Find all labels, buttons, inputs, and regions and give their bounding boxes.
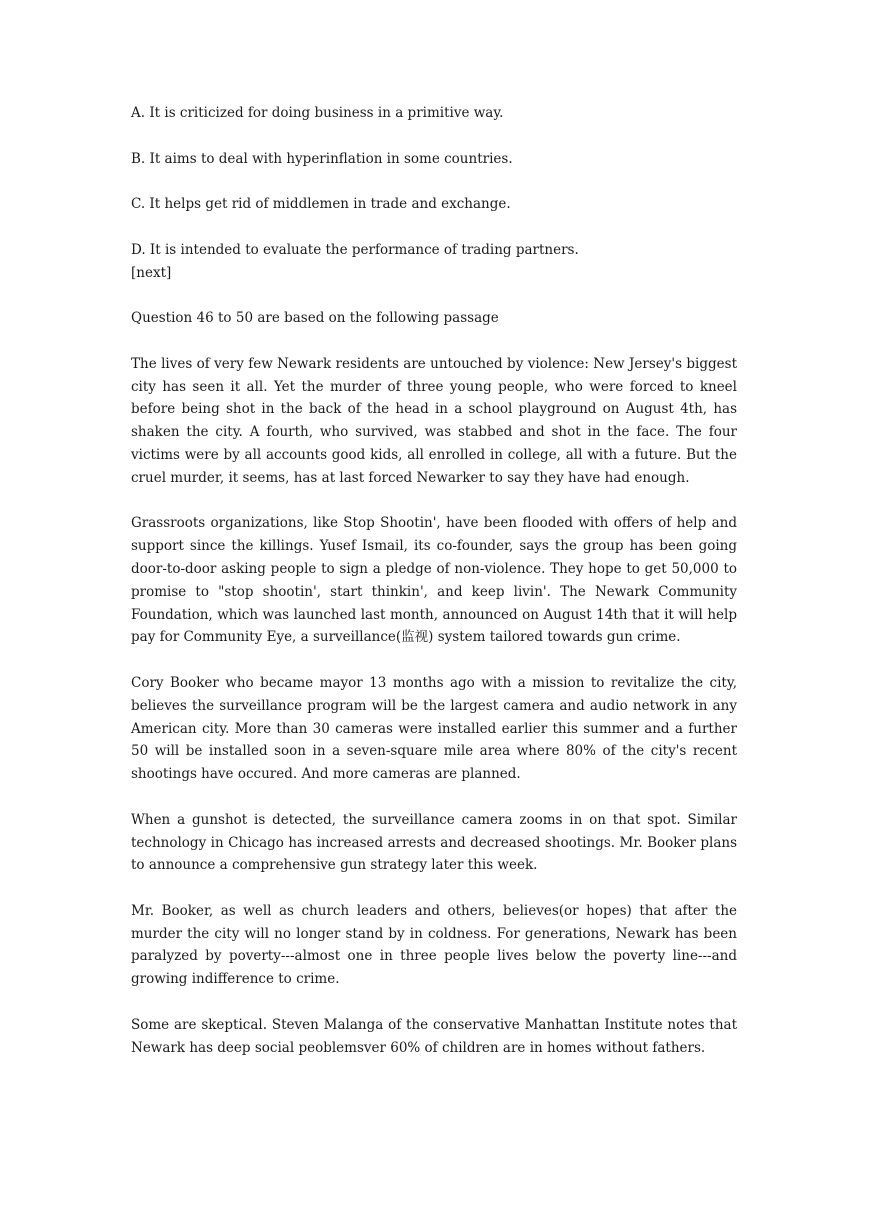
option-c: C. It helps get rid of middlemen in trade and exchange. bbox=[131, 196, 511, 213]
option-b: B. It aims to deal with hyperinflation in some countries. bbox=[131, 150, 513, 167]
document-page bbox=[131, 102, 737, 1059]
paragraph-6: Some are skeptical. Steven Malanga of the conservative Manhattan Institute notes that Newark has deep social peoblemsver 60% of children are in homes without fathers. bbox=[131, 1016, 737, 1056]
next-marker: [next] bbox=[131, 264, 172, 281]
option-a: A. It is criticized for doing business in a primitive way. bbox=[131, 105, 504, 121]
option-d: D. It is intended to evaluate the performance of trading partners. bbox=[131, 241, 579, 258]
paragraph-5: Mr. Booker, as well as church leaders and others, believes(or hopes) that after the murder the city will no longer stand by in coldness. For generations, Newark has been paralyzed by poverty---almost one in three people lives below the poverty line---and growing indifference to crime. bbox=[131, 902, 737, 988]
paragraph-3: Cory Booker who became mayor 13 months ago with a mission to revitalize the city, believes the surveillance program will be the largest camera and audio network in any American city. More than 30 cameras were installed earlier this summer and a further 50 will be installed soon in a seven-square mile area where 80% of the city's recent shootings have occured. And more cameras are planned. bbox=[131, 674, 737, 783]
paragraph-4: When a gunshot is detected, the surveillance camera zooms in on that spot. Similar technology in Chicago has increased arrests and decreased shootings. Mr. Booker plans to announce a comprehensive gun strategy later this week. bbox=[131, 811, 737, 874]
section-heading: Question 46 to 50 are based on the following passage bbox=[131, 310, 499, 327]
paragraph-2: Grassroots organizations, like Stop Shootin', have been flooded with offers of help and support since the killings. Yusef Ismail, its co-founder, says the group has been going door-to-door asking people to sign a pledge of non-violence. They hope to get 50,000 to promise to "stop shootin', start thinkin', and keep livin'. The Newark Community Foundation, which was launched last month, announced on August 14th that it will help pay for Community Eye, a surveillance(监视) system tailored towards gun crime. bbox=[131, 515, 737, 646]
paragraph-1: The lives of very few Newark residents are untouched by violence: New Jersey's biggest city has seen it all. Yet the murder of three young people, who were forced to kneel before being shot in the back of the head in a school playground on August 4th, has shaken the city. A fourth, who survived, was stabbed and shot in the face. The four victims were by all accounts good kids, all enrolled in college, all with a future. But the cruel murder, it seems, has at last forced Newarker to say they have had enough. bbox=[131, 355, 737, 486]
